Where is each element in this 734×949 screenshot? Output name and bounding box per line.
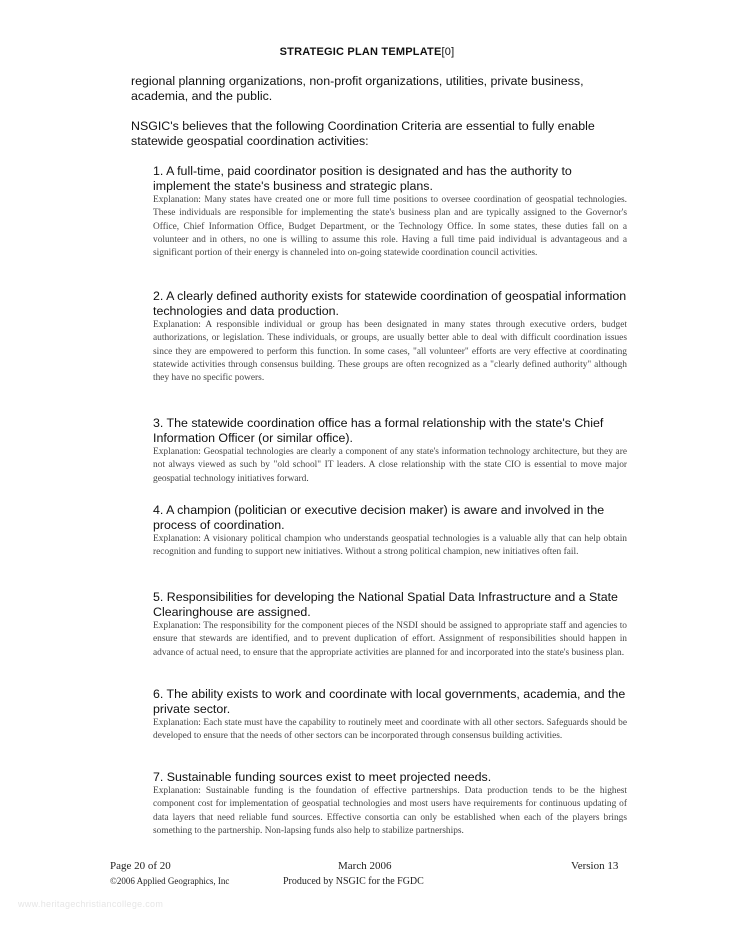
footer-version: Version 13 bbox=[571, 860, 619, 872]
intro-lead: NSGIC's believes that the following Coordination Criteria are essential to fully enable statewide geospatial coordination activities: bbox=[131, 119, 595, 148]
criterion-heading: 1. A full-time, paid coordinator position is designated and has the authority to implement the state's business and strategic plans. bbox=[153, 164, 572, 193]
criterion-heading: 5. Responsibilities for developing the National Spatial Data Infrastructure and a State Clearinghouse are assigned. bbox=[153, 590, 618, 619]
footer-copyright: ©2006 Applied Geographics, Inc bbox=[110, 876, 230, 886]
page-title bbox=[0, 46, 734, 58]
criterion-item bbox=[153, 289, 627, 385]
criterion-item bbox=[153, 590, 627, 660]
criterion-heading: 4. A champion (politician or executive decision maker) is aware and involved in the process of coordination. bbox=[153, 503, 605, 532]
criterion-heading: 7. Sustainable funding sources exist to meet projected needs. bbox=[153, 770, 492, 784]
criterion-explanation: Explanation: The responsibility for the component pieces of the NSDI should be assigned to appropriate staff and agencies to ensure that stewards are identified, and to prevent duplication of effort. Assignment of responsibilities should happen in advance of actual need, to ensure that the appropriate activities are planned for and incorporated into the state's business plan. bbox=[153, 621, 627, 658]
criterion-item bbox=[153, 503, 627, 560]
criterion-heading: 3. The statewide coordination office has a formal relationship with the state's Chief Information Officer (or similar office). bbox=[153, 416, 604, 445]
footer-page-number: Page 20 of 20 bbox=[110, 860, 171, 872]
intro-continuation: regional planning organizations, non-profit organizations, utilities, private business, academia, and the public. bbox=[131, 74, 584, 103]
criterion-item bbox=[153, 164, 627, 260]
criterion-item bbox=[153, 416, 627, 486]
criterion-explanation: Explanation: Many states have created one or more full time positions to oversee coordination of geospatial technologies. These individuals are responsible for implementing the state's business plan and are typically assigned to the Governor's Office, Chief Information Office, Budget Department, or the Technology Office. In some states, these duties fall on a volunteer and in others, no one is willing to assume this role. Having a full time paid individual is advantageous and a significant portion of their energy is channeled into on-going statewide coordination council activities. bbox=[153, 195, 627, 259]
criterion-explanation: Explanation: Geospatial technologies are clearly a component of any state's information technology architecture, but they are not always viewed as such by "old school" IT leaders. A close relationship with the state CIO is essential to move major geospatial technology initiatives forward. bbox=[153, 447, 627, 484]
criterion-explanation: Explanation: A visionary political champion who understands geospatial technologies is a valuable ally that can help obtain recognition and funding to support new initiatives. Without a strong political champion, new initiatives often fail. bbox=[153, 534, 627, 558]
watermark-text: www.heritagechristiancollege.com bbox=[18, 899, 164, 909]
criterion-heading: 2. A clearly defined authority exists for statewide coordination of geospatial information technologies and data production. bbox=[153, 289, 627, 318]
criterion-item bbox=[153, 687, 627, 744]
criterion-heading: 6. The ability exists to work and coordinate with local governments, academia, and the private sector. bbox=[153, 687, 626, 716]
criterion-explanation: Explanation: A responsible individual or group has been designated in many states through executive orders, budget authorizations, or legislation. These individuals, or groups, are usually better able to deal with difficult coordination issues since they are empowered to perform this function. In some cases, "all volunteer" efforts are very effective at coordinating statewide activities through consensus building. These groups are often recognized as a "clearly defined authority" although they have no specific powers. bbox=[153, 320, 627, 384]
criterion-explanation: Explanation: Each state must have the capability to routinely meet and coordinate with all other sectors. Safeguards should be developed to ensure that the needs of other sectors can be incorporated through consensus building activities. bbox=[153, 718, 627, 742]
title-suffix: [0] bbox=[441, 46, 455, 58]
title-text: STRATEGIC PLAN TEMPLATE bbox=[279, 46, 442, 58]
footer-produced-by: Produced by NSGIC for the FGDC bbox=[283, 876, 424, 887]
criterion-item bbox=[153, 770, 627, 838]
footer-date: March 2006 bbox=[338, 860, 392, 872]
criterion-explanation: Explanation: Sustainable funding is the foundation of effective partnerships. Data production tends to be the highest component cost for implementation of geospatial technologies and most users have requirements for continuous updating of data layers that need reliable fund sources. Effective consortia can only be established when each of the players brings something to the partnership. Non-lapsing funds also help to stabilize partnerships. bbox=[153, 786, 627, 836]
